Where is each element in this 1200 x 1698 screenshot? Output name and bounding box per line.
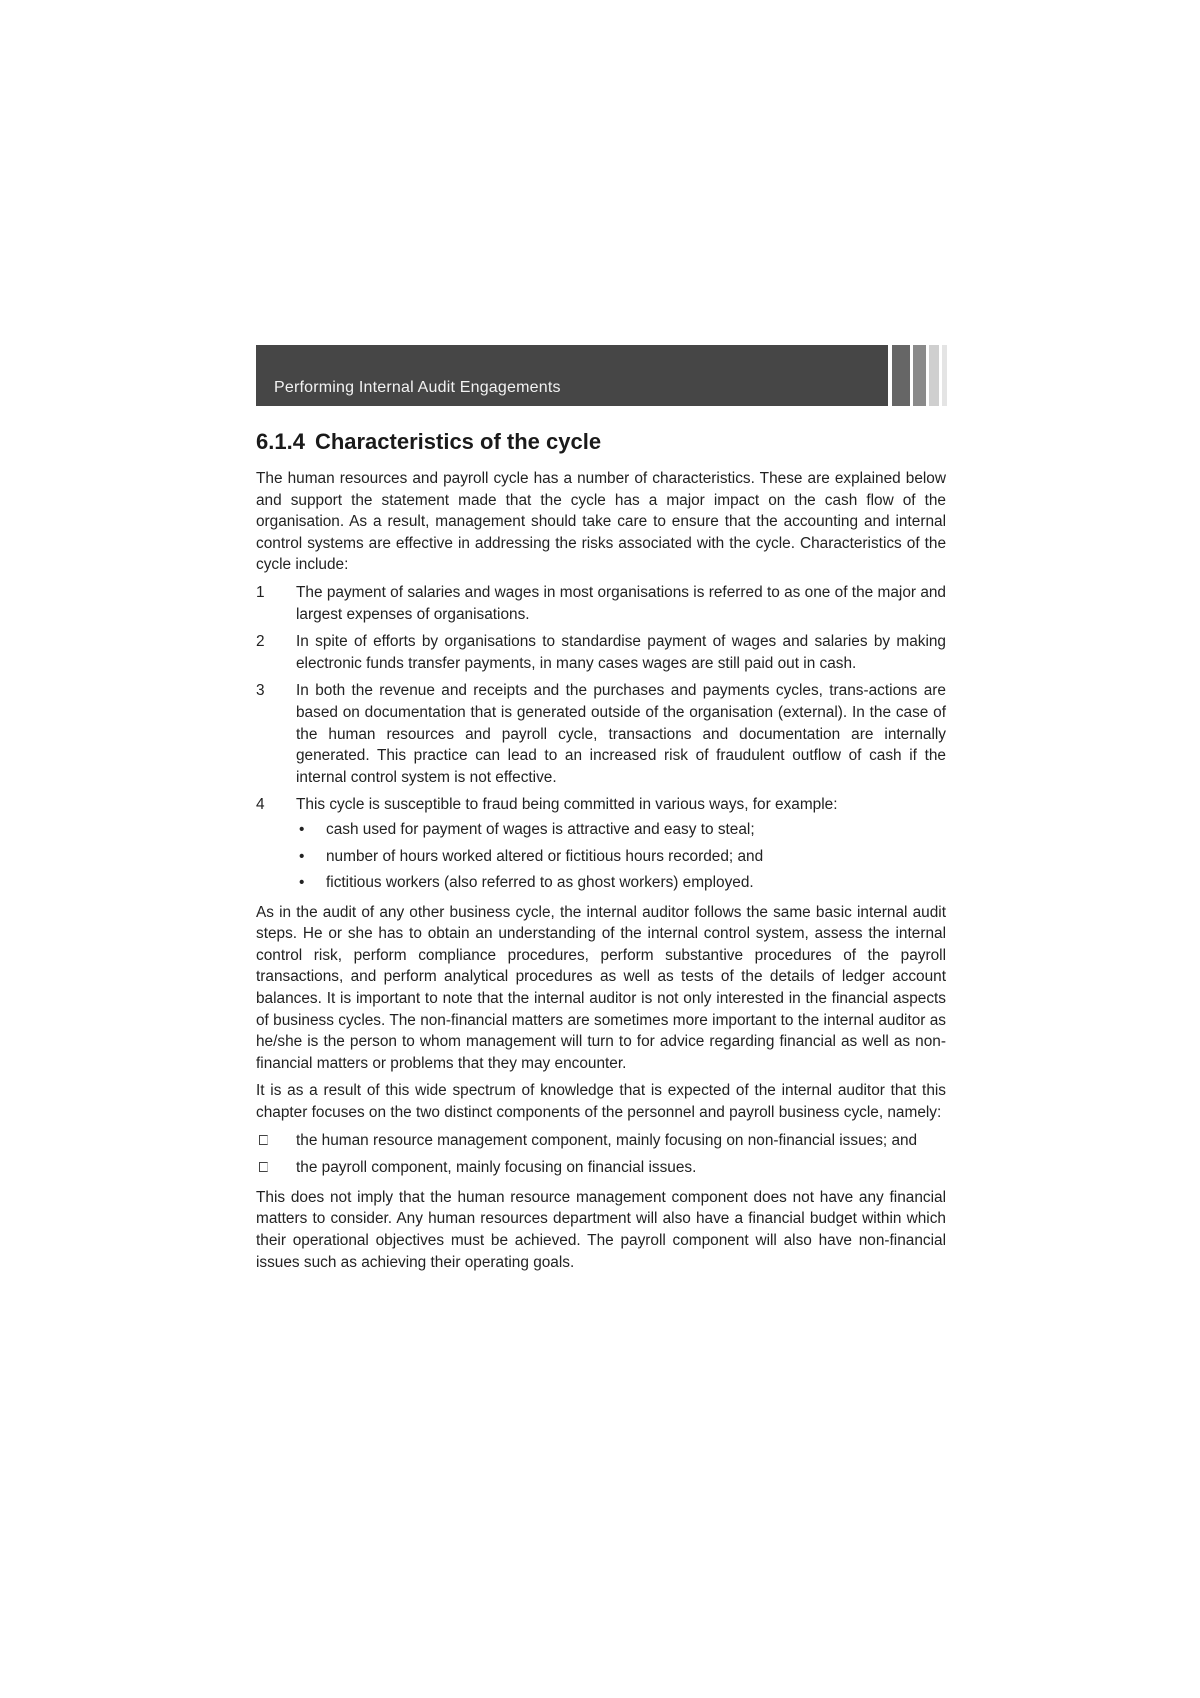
item-text: This cycle is susceptible to fraud being committed in various ways, for example: bbox=[296, 796, 838, 814]
components-list bbox=[256, 1130, 946, 1179]
characteristics-list bbox=[256, 582, 946, 894]
section-title: Characteristics of the cycle bbox=[314, 429, 602, 454]
header-stripe-decoration bbox=[913, 345, 926, 406]
bullet-icon: • bbox=[299, 874, 305, 892]
component-item bbox=[256, 1157, 946, 1179]
fraud-example-text: number of hours worked altered or fictitious hours recorded; and bbox=[326, 847, 764, 865]
bullet-icon: • bbox=[299, 820, 305, 838]
fraud-example-item bbox=[296, 872, 946, 894]
item-text: In both the revenue and receipts and the purchases and payments cycles, trans-actions are based on documentation that is generated outside of the organisation (external). In the case of the human resources and payroll cycle, transactions and documentation are internally generated. This practice can lead to an increased risk of fraudulent outflow of cash if the internal control system is not effective. bbox=[296, 682, 946, 786]
running-header bbox=[256, 345, 888, 406]
bullet-icon: • bbox=[299, 847, 305, 865]
section-heading bbox=[256, 428, 946, 456]
header-stripe-decoration bbox=[929, 345, 939, 406]
component-item bbox=[256, 1130, 946, 1152]
page-content bbox=[256, 428, 946, 1279]
component-text: the payroll component, mainly focusing on financial issues. bbox=[296, 1159, 697, 1177]
closing-paragraph: This does not imply that the human resource management component does not have any financial matters to consider. Any human resources department will also have a financial budget within which their operational objectives must be achieved. The payroll component will also have non-financial issues such as achieving their operating goals. bbox=[256, 1188, 946, 1271]
item-text: In spite of efforts by organisations to standardise payment of wages and salaries by making electronic funds transfer payments, in many cases wages are still paid out in cash. bbox=[296, 633, 946, 672]
checkbox-glyph-icon bbox=[259, 1135, 268, 1145]
fraud-example-text: cash used for payment of wages is attractive and easy to steal; bbox=[326, 820, 755, 838]
characteristic-item bbox=[256, 582, 946, 625]
item-number: 4 bbox=[256, 796, 265, 814]
intro-paragraph: The human resources and payroll cycle has a number of characteristics. These are explained below and support the statement made that the cycle has a major impact on the cash flow of the organisation. As a result, management should take care to ensure that the accounting and internal control systems are effective in addressing the risks associated with the cycle. Characteristics of the cycle include: bbox=[256, 470, 946, 574]
characteristic-item bbox=[256, 794, 946, 893]
header-stripe-decoration bbox=[942, 345, 947, 406]
fraud-example-text: fictitious workers (also referred to as ghost workers) employed. bbox=[326, 874, 754, 892]
section-number: 6.1.4 bbox=[256, 429, 305, 454]
characteristic-item bbox=[256, 680, 946, 788]
component-text: the human resource management component, mainly focusing on non-financial issues; and bbox=[296, 1131, 918, 1149]
checkbox-glyph-icon bbox=[259, 1162, 268, 1172]
fraud-example-item bbox=[296, 846, 946, 868]
item-number: 2 bbox=[256, 633, 265, 651]
fraud-example-item bbox=[296, 819, 946, 841]
item-text: The payment of salaries and wages in most organisations is referred to as one of the major and largest expenses of organisations. bbox=[296, 583, 946, 623]
running-header-title: Performing Internal Audit Engagements bbox=[274, 379, 561, 396]
spectrum-paragraph: It is as a result of this wide spectrum of knowledge that is expected of the internal auditor that this chapter focuses on the two distinct components of the personnel and payroll business cycle, namely: bbox=[256, 1082, 946, 1122]
characteristic-item bbox=[256, 631, 946, 674]
fraud-examples-list bbox=[296, 819, 946, 894]
item-number: 1 bbox=[256, 583, 265, 601]
item-number: 3 bbox=[256, 682, 265, 700]
header-stripe-decoration bbox=[892, 345, 910, 406]
audit-steps-paragraph: As in the audit of any other business cycle, the internal auditor follows the same basic internal audit steps. He or she has to obtain an understanding of the internal control system, assess the internal control risk, perform compliance procedures, perform substantive procedures of the payroll transactions, and perform analytical procedures as well as tests of the details of ledger account balances. It is important to note that the internal auditor is not only interested in the financial aspects of business cycles. The non-financial matters are sometimes more important to the internal auditor as he/she is the person to whom management will turn to for advice regarding financial as well as non-financial matters or problems that they may encounter. bbox=[256, 903, 946, 1072]
